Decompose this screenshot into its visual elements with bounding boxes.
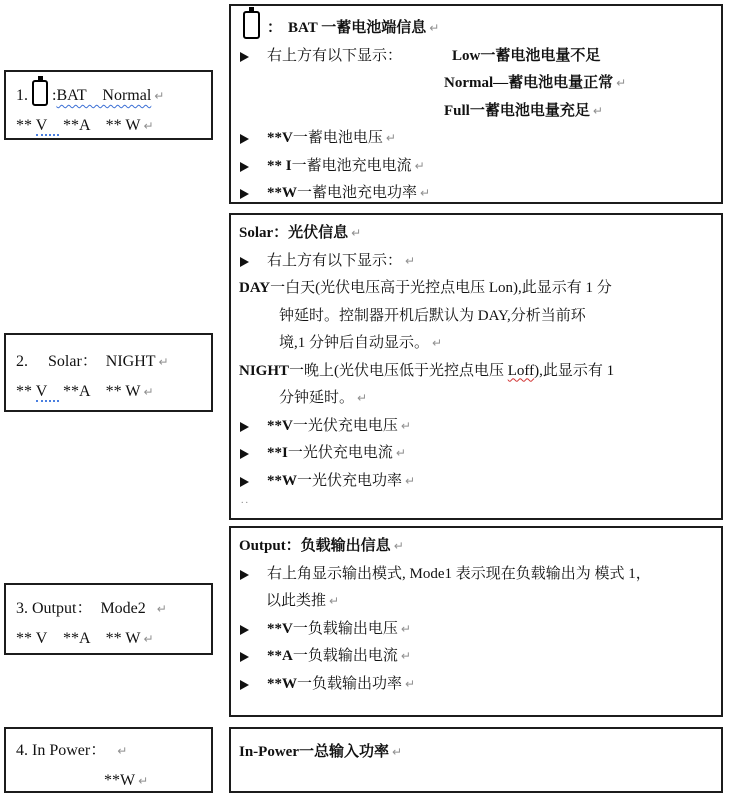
return-mark: ↵ (143, 385, 154, 399)
return-mark: ↵ (616, 76, 627, 90)
list-item (267, 643, 411, 671)
item-desc: 一光伏充电电流 (287, 445, 393, 461)
lcd-bat-line2 (16, 111, 207, 141)
return-mark: ↵ (400, 621, 411, 636)
solar-day-line1 (239, 275, 713, 303)
stray-marks: .. (241, 495, 250, 506)
output-item-current (239, 643, 713, 671)
solar-info-panel (229, 213, 723, 520)
lcd-inpower-value: **W (104, 772, 136, 789)
lcd-inpower-line2 (104, 766, 207, 796)
lcd-solar-line1 (16, 347, 207, 377)
bullet-arrow-icon (240, 477, 249, 487)
inpower-heading-title: In-Power一总输入功率 (239, 744, 389, 760)
return-mark: ↵ (143, 119, 154, 133)
return-mark: ↵ (393, 539, 404, 553)
output-item-voltage (239, 616, 713, 644)
item-code: **W (267, 472, 297, 489)
bat-level-normal-line (444, 70, 713, 98)
day-text2: 钟延时。控制器开机后默认为 DAY,分析当前环 (279, 307, 586, 324)
return-mark: ↵ (154, 89, 165, 103)
night-text-pre: 一晚上(光伏电压低于光控点电压 (289, 362, 508, 379)
output-mode-line2 (266, 588, 713, 616)
bullet-arrow-icon (240, 570, 249, 580)
list-item (267, 125, 396, 153)
output-item-power (239, 671, 713, 699)
bat-item-power (239, 180, 713, 208)
solar-heading (239, 220, 713, 248)
lcd-inpower-line1 (16, 736, 207, 766)
lcd-solar-values-pre: ** (16, 383, 36, 400)
lcd-inpower-label: 4. In Power： (16, 742, 115, 759)
solar-item-current (239, 440, 713, 468)
battery-icon (243, 11, 260, 39)
inpower-info-panel (229, 727, 723, 793)
lcd-output-values: ** V **A ** W (16, 630, 141, 647)
bat-item-voltage (239, 125, 713, 153)
bat-display-label: 右上方有以下显示： (267, 47, 403, 64)
lcd-bat-values-pre: ** (16, 117, 36, 134)
solar-day-line3 (279, 330, 713, 358)
return-mark: ↵ (414, 158, 425, 173)
return-mark: ↵ (405, 253, 416, 268)
bullet-arrow-icon (240, 162, 249, 172)
lcd-solar-values-rest: **A ** W (58, 383, 141, 400)
item-desc: 一蓄电池电压 (292, 130, 383, 146)
item-desc: 一光伏充电功率 (297, 472, 403, 489)
bat-heading (239, 11, 713, 43)
solar-day-line2 (279, 303, 713, 331)
return-mark: ↵ (143, 632, 154, 646)
list-item (267, 616, 411, 644)
item-code: **V (267, 620, 293, 637)
return-mark: ↵ (405, 473, 416, 488)
list-item (267, 153, 425, 181)
return-mark: ↵ (429, 21, 440, 35)
night-text2: 分钟延时。 (279, 390, 355, 406)
item-code: **W (267, 675, 297, 692)
battery-icon (32, 80, 48, 106)
item-code: **A (267, 648, 293, 664)
lcd-screen-inpower (4, 727, 213, 793)
return-mark: ↵ (432, 336, 443, 350)
return-mark: ↵ (395, 446, 406, 460)
item-code: **W (267, 185, 297, 201)
bat-item-current (239, 153, 713, 181)
return-mark: ↵ (400, 418, 411, 433)
lcd-bat-colon: : (52, 87, 57, 104)
bat-info-panel (229, 4, 723, 204)
output-mode-text2: 以此类推 (266, 593, 327, 609)
return-mark: ↵ (385, 131, 396, 145)
return-mark: ↵ (400, 649, 411, 663)
lcd-screen-output (4, 583, 213, 655)
return-mark: ↵ (138, 774, 149, 788)
night-text-post: ),此显示有 1 (534, 362, 615, 379)
solar-heading-title: Solar：光伏信息 (239, 225, 349, 241)
lcd-solar-values-v: V (35, 383, 59, 400)
bat-heading-title: BAT 一蓄电池端信息 (288, 20, 427, 36)
bat-level-normal: Normal—蓄电池电量正常 (444, 75, 614, 91)
item-code: **V (267, 130, 293, 146)
day-text3: 境,1 分钟后自动显示。 (279, 335, 430, 351)
item-desc: 一负载输出电流 (292, 648, 398, 664)
bullet-arrow-icon (240, 680, 249, 690)
solar-display-bullet (239, 248, 713, 276)
lcd-bat-number: 1. (16, 87, 28, 104)
return-mark: ↵ (592, 103, 603, 118)
lcd-bat-line1 (16, 80, 207, 111)
bullet-arrow-icon (240, 134, 249, 144)
night-keyword: NIGHT (239, 362, 290, 379)
return-mark: ↵ (158, 355, 169, 369)
list-item (267, 468, 415, 496)
output-info-panel (229, 526, 723, 717)
solar-display-label: 右上方有以下显示： (267, 252, 403, 269)
bat-heading-colon: ： (267, 20, 283, 36)
return-mark: ↵ (420, 186, 431, 200)
lcd-output-line1 (16, 594, 207, 624)
bat-level-full-line (444, 98, 713, 126)
return-mark: ↵ (351, 226, 362, 240)
bullet-arrow-icon (240, 625, 249, 635)
bat-display-bullet (239, 43, 713, 71)
return-mark: ↵ (329, 594, 340, 608)
output-mode-bullet (239, 561, 713, 589)
bullet-arrow-icon (240, 257, 249, 267)
return-mark: ↵ (117, 744, 128, 758)
item-desc: 一负载输出电压 (292, 620, 398, 637)
bat-level-full: Full一蓄电池电量充足 (444, 102, 590, 119)
bat-level-low: Low一蓄电池电量不足 (452, 47, 601, 64)
lcd-output-status-text: 3. Output： Mode2 (16, 600, 154, 617)
solar-night-line1 (239, 358, 713, 386)
lcd-solar-line2 (16, 377, 207, 407)
return-mark: ↵ (392, 745, 403, 759)
return-mark: ↵ (405, 676, 416, 691)
lcd-bat-values-v: V (35, 117, 59, 134)
lcd-output-line2 (16, 624, 207, 654)
item-desc: 一负载输出功率 (297, 675, 403, 692)
item-code: ** I (267, 157, 292, 174)
output-heading (239, 533, 713, 561)
lcd-screen-solar (4, 333, 213, 412)
day-keyword: DAY (239, 280, 271, 296)
item-code: **V (267, 417, 293, 434)
day-text1: 一白天(光伏电压高于光控点电压 Lon),此显示有 1 分 (270, 280, 612, 296)
list-item (267, 180, 430, 208)
return-mark: ↵ (357, 391, 368, 405)
bullet-arrow-icon (240, 652, 249, 662)
night-loff-term: Loff (507, 362, 535, 379)
bullet-arrow-icon (240, 52, 249, 62)
lcd-bat-values-rest: **A ** W (58, 117, 141, 134)
output-heading-title: Output：负载输出信息 (239, 538, 391, 554)
lcd-screen-bat (4, 70, 213, 140)
inpower-heading (239, 739, 713, 767)
item-desc: 一蓄电池充电电流 (291, 157, 412, 174)
lcd-bat-status-text: BAT Normal (56, 87, 152, 104)
list-item (267, 440, 406, 468)
lcd-solar-status-text: 2. Solar： NIGHT (16, 353, 156, 370)
output-mode-text1: 右上角显示输出模式, Mode1 表示现在负载输出为 模式 1， (267, 565, 651, 582)
bullet-arrow-icon (240, 189, 249, 199)
return-mark: ↵ (156, 602, 167, 616)
item-desc: 一蓄电池充电功率 (297, 185, 418, 201)
solar-item-voltage (239, 413, 713, 441)
item-desc: 一光伏充电电压 (292, 417, 398, 434)
list-item (267, 671, 415, 699)
solar-night-line2 (279, 385, 713, 413)
bullet-arrow-icon (240, 422, 249, 432)
item-code: **I (267, 445, 288, 461)
solar-item-power (239, 468, 713, 496)
bullet-arrow-icon (240, 449, 249, 459)
list-item (267, 413, 411, 441)
